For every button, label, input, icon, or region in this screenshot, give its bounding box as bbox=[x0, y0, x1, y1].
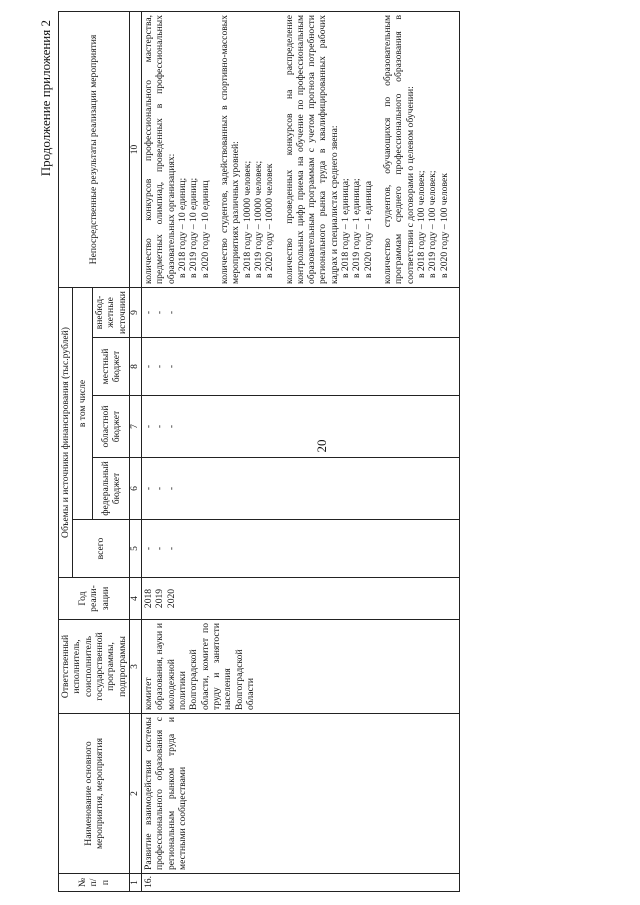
result-block bbox=[143, 15, 211, 284]
funding-dash: - bbox=[165, 310, 177, 315]
result-text: количество студентов, задействованных в спортивно-массовых мероприятиях различных уровней: bbox=[218, 14, 242, 284]
program-measures-table bbox=[58, 11, 460, 892]
header-year: Год реали-зации bbox=[59, 578, 130, 620]
measure-executor: комитет образования, науки и молодежной политики Волгоградской области, комитет по труду и занятости населения Волгоградской области bbox=[142, 620, 460, 714]
funding-dash: - bbox=[154, 486, 166, 491]
result-block bbox=[284, 15, 375, 284]
funding-dash: - bbox=[143, 546, 155, 551]
result-line: в 2019 году – 10000 человек; bbox=[252, 160, 264, 278]
funding-dash: - bbox=[165, 546, 177, 551]
table-row bbox=[142, 11, 460, 891]
federal-cell bbox=[142, 458, 460, 520]
rotated-table-sheet bbox=[38, 12, 602, 892]
funding-dash: - bbox=[165, 486, 177, 491]
result-line: в 2020 году – 10000 человек bbox=[264, 163, 276, 278]
header-federal: федеральный бюджет bbox=[92, 458, 129, 520]
header-measure-name: Наименование основного мероприятия, мероприятия bbox=[59, 714, 130, 874]
result-text: количество проведенных конкурсов на распределение контрольных цифр приема на обучение по профессиональным образовательным программам с учетом прогноза потребности регионального рынка труда в квалифицированных рабочих кадрах и специалистах среднего звена: bbox=[283, 14, 340, 284]
funding-dash: - bbox=[154, 546, 166, 551]
result-block bbox=[382, 15, 450, 284]
col-number: 3 bbox=[129, 620, 141, 714]
header-executor: Ответственный исполнитель, соисполнитель государственной программы, подпрограммы bbox=[59, 620, 130, 714]
local-cell bbox=[142, 338, 460, 396]
total-cell bbox=[142, 520, 460, 578]
col-number: 1 bbox=[129, 874, 141, 892]
page-number: 20 bbox=[314, 439, 329, 453]
row-number: 16. bbox=[142, 874, 460, 892]
year-value: 2019 bbox=[154, 588, 166, 609]
col-number: 9 bbox=[129, 287, 141, 337]
funding-dash: - bbox=[165, 424, 177, 429]
header-funding: Объемы и источники финансирования (тыс.рублей) bbox=[59, 287, 73, 577]
header-incl: в том числе bbox=[73, 287, 93, 519]
col-number: 6 bbox=[129, 458, 141, 520]
header-results: Непосредственные результаты реализации мероприятия bbox=[59, 11, 130, 287]
col-number: 4 bbox=[129, 578, 141, 620]
results-cell bbox=[142, 11, 460, 287]
measure-name: Развитие взаимодействия системы профессионального образования с региональным рынком труда и местными сообществами bbox=[142, 714, 460, 874]
funding-dash: - bbox=[165, 364, 177, 369]
result-line: в 2018 году – 100 человек; bbox=[415, 170, 427, 278]
funding-dash: - bbox=[143, 424, 155, 429]
funding-dash: - bbox=[154, 364, 166, 369]
result-line: в 2020 году – 100 человек bbox=[438, 173, 450, 278]
result-line: в 2019 году – 100 человек; bbox=[427, 170, 439, 278]
result-line: в 2019 году – 10 единиц; bbox=[188, 177, 200, 278]
result-line: в 2018 году – 1 единица; bbox=[340, 178, 352, 278]
result-line: в 2018 году – 10000 человек; bbox=[241, 160, 253, 278]
header-num: № п/п bbox=[59, 874, 130, 892]
header-local: местный бюджет bbox=[92, 338, 129, 396]
result-text: количество студентов, обучающихся по образовательным программам среднего профессионального образования в соответствии с договорами о целевом обучении: bbox=[382, 14, 416, 284]
result-block bbox=[219, 15, 276, 284]
regional-cell bbox=[142, 396, 460, 458]
result-line: в 2020 году – 1 единица bbox=[362, 180, 374, 278]
result-line: в 2020 году – 10 единиц bbox=[199, 180, 211, 278]
funding-dash: - bbox=[143, 364, 155, 369]
appendix-continuation-caption: Продолжение приложения 2 bbox=[38, 20, 53, 177]
result-line: в 2018 году – 10 единиц; bbox=[177, 177, 189, 278]
funding-dash: - bbox=[143, 486, 155, 491]
year-value: 2020 bbox=[165, 588, 177, 609]
result-text: количество конкурсов профессионального мастерства, предметных олимпиад, проведенных в профессиональных образовательных организациях: bbox=[143, 14, 177, 284]
header-total: всего bbox=[73, 520, 130, 578]
extrabudget-cell bbox=[142, 287, 460, 337]
col-number: 5 bbox=[129, 520, 141, 578]
funding-dash: - bbox=[154, 310, 166, 315]
column-number-row bbox=[129, 11, 141, 891]
col-number: 10 bbox=[129, 11, 141, 287]
col-number: 7 bbox=[129, 396, 141, 458]
result-line: в 2019 году – 1 единица; bbox=[351, 178, 363, 278]
funding-dash: - bbox=[143, 310, 155, 315]
year-value: 2018 bbox=[143, 588, 155, 609]
header-extrabudget: внебюд-жетные источники bbox=[92, 287, 129, 337]
col-number: 8 bbox=[129, 338, 141, 396]
funding-dash: - bbox=[154, 424, 166, 429]
header-regional: областной бюджет bbox=[92, 396, 129, 458]
col-number: 2 bbox=[129, 714, 141, 874]
years-cell bbox=[142, 578, 460, 620]
